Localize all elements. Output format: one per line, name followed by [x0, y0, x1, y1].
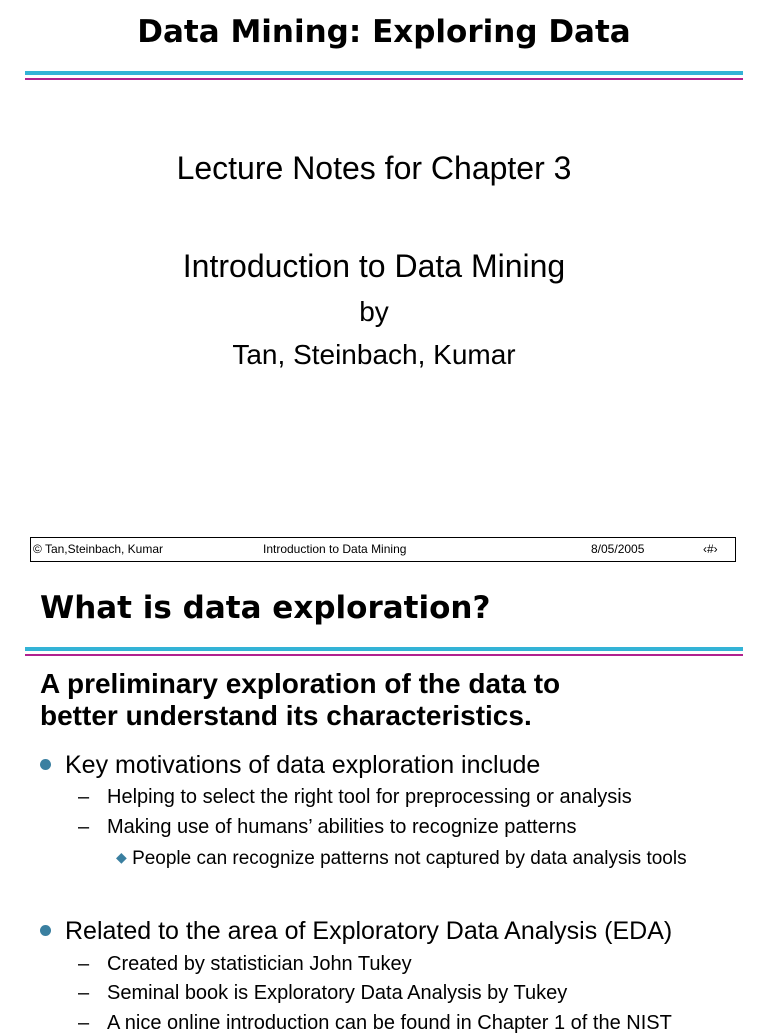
footer-copyright: © Tan,Steinbach, Kumar	[33, 542, 164, 556]
dash-icon: –	[78, 1012, 90, 1034]
dash-icon: –	[78, 953, 90, 975]
slide2-lead: A preliminary exploration of the data to better understand its characteristics.	[40, 668, 561, 731]
dash-icon: –	[78, 816, 90, 838]
dash-icon: –	[78, 982, 90, 1004]
footer-page-number: ‹#›	[703, 542, 718, 556]
sub-bullet	[78, 953, 412, 976]
sub-sub-bullet-text: People can recognize patterns not captured by data analysis tools	[132, 848, 687, 869]
slide-footer	[30, 537, 736, 562]
dash-icon: –	[78, 786, 90, 808]
sub-sub-bullet	[116, 846, 736, 870]
bullet-text: Related to the area of Exploratory Data Analysis (EDA)	[65, 917, 673, 945]
slide2-rule-magenta	[25, 654, 743, 656]
title-rule-magenta	[25, 78, 743, 80]
bullet-dot-icon	[40, 925, 51, 936]
footer-date: 8/05/2005	[591, 542, 645, 556]
slide2-title: What is data exploration?	[40, 590, 491, 626]
sub-bullet	[78, 982, 567, 1005]
diamond-icon: ◆	[116, 849, 127, 865]
footer-book: Introduction to Data Mining	[263, 542, 407, 556]
sub-bullet-text: A nice online introduction can be found in Chapter 1 of the NIST	[107, 1012, 672, 1034]
bullet-key-motivations	[40, 751, 540, 780]
sub-bullet	[78, 786, 632, 809]
bullet-text: Key motivations of data exploration include	[65, 751, 541, 779]
title-rule-cyan	[25, 71, 743, 75]
by-line: by	[359, 296, 389, 327]
sub-bullet-text: Seminal book is Exploratory Data Analysis by Tukey	[107, 982, 568, 1004]
bullet-dot-icon	[40, 759, 51, 770]
sub-bullet-text: Created by statistician John Tukey	[107, 953, 412, 975]
sub-bullet	[78, 816, 577, 839]
sub-bullet-text: Helping to select the right tool for preprocessing or analysis	[107, 786, 632, 808]
slide1-title: Data Mining: Exploring Data	[137, 14, 631, 50]
authors-line: Tan, Steinbach, Kumar	[232, 339, 516, 370]
sub-bullet-text: Making use of humans’ abilities to recognize patterns	[107, 816, 577, 838]
lecture-notes-line: Lecture Notes for Chapter 3	[176, 150, 572, 186]
bullet-eda	[40, 917, 672, 946]
book-title-line: Introduction to Data Mining	[182, 248, 566, 284]
slide2-rule-cyan	[25, 647, 743, 651]
